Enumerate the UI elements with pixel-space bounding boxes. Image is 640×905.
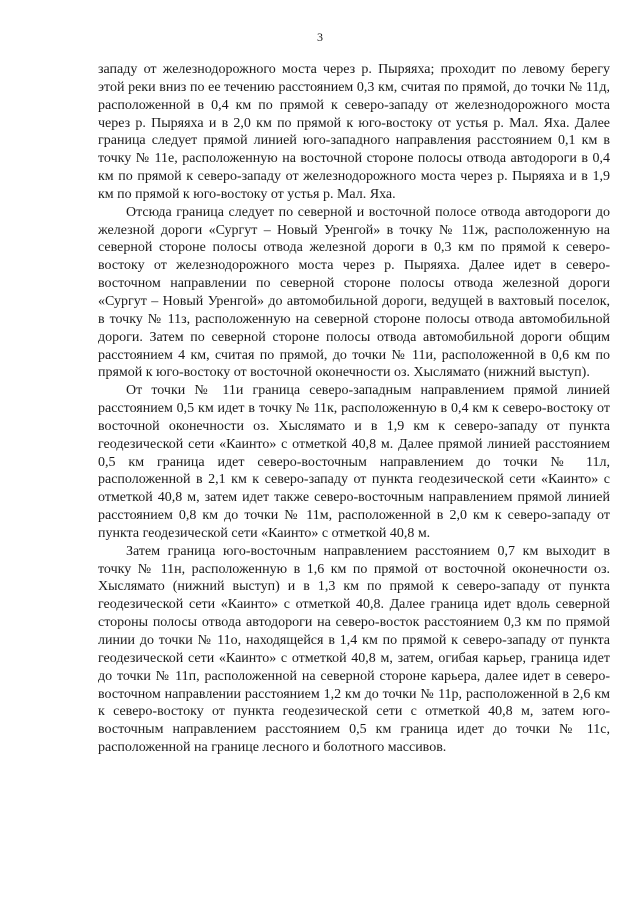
document-body [98,61,610,757]
paragraph-2: Отсюда граница следует по северной и восточной полосе отвода автодороги до железной дороги «Сургут – Новый Уренгой» в точку № 11ж, расположенную на северной стороне полосы отвода железной дороги в 0,3 км по прямой к северо-востоку от железнодорожного моста через р. Пыряяха. Далее идет в северо-восточном направлении по северной стороне полосы отвода железной дороги «Сургут – Новый Уренгой» до автомобильной дороги, ведущей в вахтовый поселок, в точку № 11з, расположенную на северной стороне полосы отвода автомобильной дороги. Затем по северной стороне полосы отвода автомобильной дороги общим расстоянием 4 км, считая по прямой, до точки № 11и, расположенной в 0,6 км по прямой к юго-востоку от восточной оконечности оз. Хыслямато (нижний выступ). [98,204,610,381]
paragraph-4: Затем граница юго-восточным направлением расстоянием 0,7 км выходит в точку № 11н, расположенную в 1,6 км по прямой от восточной оконечности оз. Хыслямато (нижний выступ) и в 1,3 км по прямой к северо-западу от пункта геодезической сети «Каинто» с отметкой 40,8. Далее граница идет вдоль северной стороны полосы отвода автодороги на северо-восток расстоянием 0,3 км по прямой линии до точки № 11о, находящейся в 1,4 км по прямой к северо-западу от пункта геодезической сети «Каинто» с отметкой 40,8 м, затем, огибая карьер, граница идет до точки № 11п, расположенной на северной стороне карьера, далее идет в северо-восточном направлении расстоянием 1,2 км до точки № 11р, расположенной в 2,6 км к северо-востоку от пункта геодезической сети с отметкой 40,8 м, затем юго-восточным направлением расстоянием 0,5 км граница идет до точки № 11с, расположенной на границе лесного и болотного массивов. [98,543,610,756]
paragraph-continuation: западу от железнодорожного моста через р. Пыряяха; проходит по левому берегу этой реки вниз по ее течению расстоянием 0,3 км, считая по прямой, до точки № 11д, расположенной в 0,4 км по прямой к северо-западу от железнодорожного моста через р. Пыряяха и в 2,0 км по прямой к юго-востоку от устья р. Мал. Яха. Далее граница следует прямой линией юго-западного направления расстоянием 0,1 км в точку № 11е, расположенную на восточной стороне полосы отвода автодороги в 0,4 км по прямой к северо-западу от железнодорожного моста через р. Пыряяха и в 1,9 км по прямой к юго-востоку от устья р. Мал. Яха. [98,62,610,202]
page-number: 3 [317,30,323,44]
paragraph-3: От точки № 11и граница северо-западным направлением прямой линией расстоянием 0,5 км идет в точку № 11к, расположенную в 0,4 км к северо-востоку от восточной оконечности оз. Хыслямато и в 1,9 км к северо-западу от пункта геодезической сети «Каинто» с отметкой 40,8 м. Далее прямой линией расстоянием 0,5 км граница идет северо-восточным направлением до точки № 11л, расположенной в 2,1 км к северо-западу от пункта геодезической сети «Каинто» с отметкой 40,8 м, затем идет также северо-восточным направлением прямой линией расстоянием 0,8 км до точки № 11м, расположенной в 2,0 км к северо-западу от пункта геодезической сети «Каинто» с отметкой 40,8 м. [98,383,610,541]
